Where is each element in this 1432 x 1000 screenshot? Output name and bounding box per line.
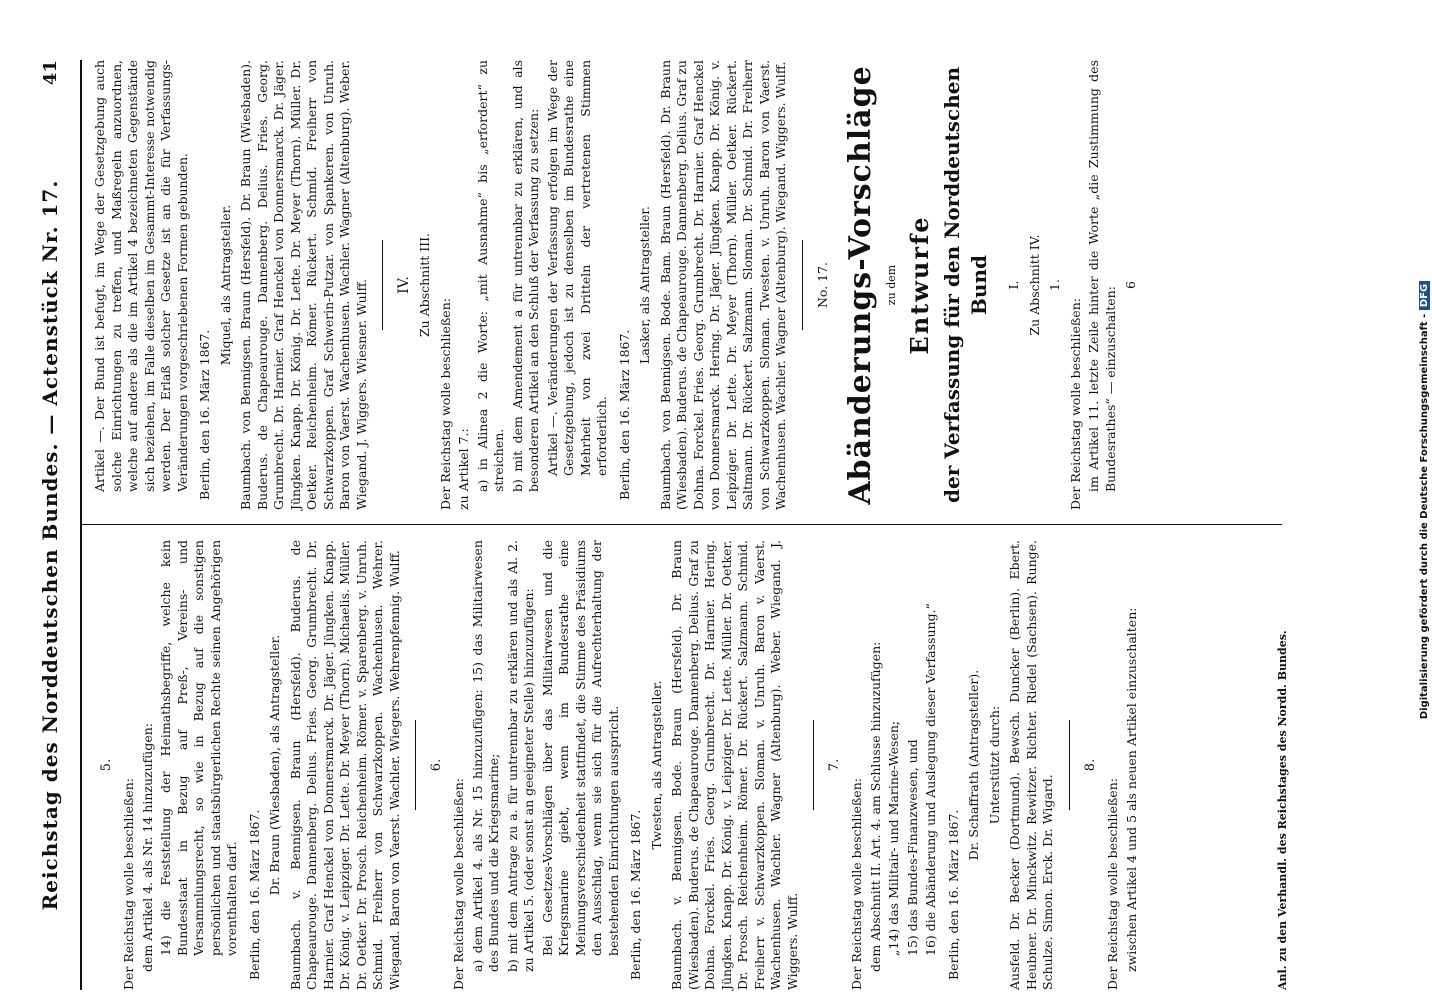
document-subtitle-2: der Verfassung für den Norddeutschen Bund bbox=[940, 67, 991, 503]
section-number-6: 6. bbox=[429, 758, 445, 772]
motion-intro: Der Reichstag wolle beschließen: bbox=[1067, 298, 1083, 510]
column-divider bbox=[82, 524, 1282, 525]
motion-text: a) in Alinea 2 die Worte: „mit Ausnahme“ bis „erfordert“ zu streichen. bbox=[474, 60, 507, 492]
left-column bbox=[90, 540, 1142, 990]
list-item: 15) das Bundes-Finanzwesen, und bbox=[904, 739, 920, 956]
separator-rule bbox=[1069, 720, 1070, 810]
motion-intro: Der Reichstag wolle beschließen: bbox=[451, 778, 467, 990]
signatures: Baumbach. von Bennigsen. Bode. Bam. Braun (Hersfeld). Dr. Braun (Wiesbaden). Buderus. de Chapeaurouge. Dannenberg. Delius. Graf zu Dohna. Forckel. Fries. Georg. Grumbrecht. Dr. Harnier. Graf Henckel von Donnersmarck. Hering. Dr. Jäger. Jüngken. Knapp. Dr. König. v. Leipziger. Dr. Lette. Dr. Meyer (Thorn). Müller. Oetker. Rückert. Saltmann. Dr. Rückert. Salzmann. Sloman. Dr. Schmid. Dr. Freiherr von Schwarzkoppen. Sloman. Twesten. v. Unruh. Baron von Vaerst. Wachenhusen. Wachler. Wagner (Altenburg). Wiegand. Wiggers. Wulff. bbox=[657, 60, 789, 510]
rotated-page bbox=[20, 60, 1390, 990]
document-subtitle: Entwurfe bbox=[904, 215, 934, 355]
separator-rule bbox=[813, 720, 814, 810]
dfg-logo: DFG bbox=[1419, 281, 1430, 310]
date-line: Berlin, den 16. März 1867. bbox=[628, 809, 644, 980]
title-connector: zu dem bbox=[885, 264, 899, 306]
motion-text: Artikel —. Der Bund ist befugt, im Wege der Gesetzgebung auch solche Einrichtungen zu treffen, und Maßregeln anzuordnen, welche auf andere als die im Artikel 4 bezeichneten Gegenstände sich beziehen, im Falle dieselben im Gesammt-Interesse notwendig werden. Der Erlaß solcher Gesetze ist an die für Verfassungs-Veränderungen vorgeschriebenen Formen gebunden. bbox=[92, 60, 190, 492]
motion-intro: Der Reichstag wolle beschließen: bbox=[437, 298, 453, 510]
section-heading: Zu Abschnitt IV. bbox=[1026, 234, 1042, 336]
credit-text: Digitalisierung gefördert durch die Deutsche Forschungsgemeinschaft - bbox=[1419, 313, 1430, 720]
proposer: Twesten, als Antragsteller. bbox=[648, 680, 664, 850]
list-item: 16) die Abänderung und Auslegung dieser Verfassung.“ bbox=[923, 603, 939, 956]
section-number-7: 7. bbox=[827, 758, 843, 772]
document-title: Abänderungs-Vorschläge bbox=[843, 65, 879, 505]
motion-text: b) mit dem Antrage zu a. für untrennbar zu erklären und als Al. 2. zu Artikel 5. (oder sonst an geeigneter Stelle) hinzuzufügen: bbox=[504, 540, 537, 972]
section-number-5: 5. bbox=[99, 758, 114, 772]
document-number: No. 17. bbox=[814, 261, 830, 309]
supported-by: Unterstützt durch: bbox=[986, 705, 1002, 825]
motion-text: Bei Gesetzes-Vorschlägen über das Militairwesen und die Kriegsmarine giebt, wenn im Bundesrathe eine Meinungsverschiedenheit stattfindet, die Stimme des Präsidiums den Ausschlag, wenn sie sich für die Aufrechterhaltung der bestehenden Einrichtungen ausspricht. bbox=[539, 540, 621, 956]
proposer: Lasker, als Antragsteller. bbox=[637, 206, 653, 364]
motion-text: zwischen Artikel 4 und 5 als neuen Artikel einzuschalten: bbox=[1123, 607, 1139, 972]
motion-text: Artikel —. Veränderungen der Verfassung erfolgen im Wege der Gesetzgebung, jedoch ist zu denselben im Bundesrathe eine Mehrheit von zwei Dritteln der vertretenen Stimmen erforderlich. bbox=[544, 60, 610, 476]
catchword: 6 bbox=[1123, 281, 1139, 289]
roman-heading: IV. bbox=[396, 276, 412, 294]
list-item: „14) das Militair- und Marine-Wesen; bbox=[886, 720, 902, 956]
page-header bbox=[20, 60, 82, 990]
running-title: Reichstag des Norddeutschen Bundes. — Actenstück Nr. 17. bbox=[38, 179, 62, 911]
motion-text: dem Artikel 4. als Nr. 14 hinzuzufügen: bbox=[139, 722, 155, 972]
roman-heading: I. bbox=[1006, 280, 1022, 290]
digitization-credit bbox=[1418, 10, 1432, 990]
right-column bbox=[90, 60, 1144, 510]
proposer: Dr. Braun (Wiesbaden), als Antragsteller. bbox=[267, 634, 283, 896]
signatures: Baumbach. von Bennigsen. Braun (Hersfeld). Dr. Braun (Wiesbaden). Buderus. de Chapeaurouge. Dannenberg. Delius. Fries. Georg. Grumbrecht. Dr. Harnier. Graf Henckel von Donnersmarck. Dr. Jäger. Jüngken. Knapp. Dr. König. Dr. Lette. Dr. Meyer (Thorn). Müller. Dr. Oetker. Reichenheim. Römer. Rückert. Schmid. Freiherr von Schwarzkoppen. Graf Schwerin-Putzar. von Spankeren. von Unruh. Baron von Vaerst. Wachenhusen. Wachler. Wagner (Altenburg). Weber. Wiegand. J. Wiggers. Wiesner. Wulff. bbox=[238, 60, 369, 510]
motion-text: dem Abschnitt II. Art. 4. am Schlusse hinzuzufügen: bbox=[867, 641, 883, 972]
separator-rule bbox=[802, 240, 803, 330]
proposer: Miquel, als Antragsteller. bbox=[217, 204, 233, 366]
signatures: Baumbach. v. Bennigsen. Bode. Braun (Hersfeld). Dr. Braun (Wiesbaden). Buderus. de Chapeaurouge. Dannenberg. Delius. Graf zu Dohna. Forckel. Fries. Georg. Grumbrecht. Dr. Harnier. Hering. Jüngken. Knapp. Dr. König. v. Leipziger. Dr. Lette. Müller. Dr. Oetker. Dr. Prosch. Reichenheim. Römer. Dr. Rückert. Salzmann. Schmid. Freiherr v. Schwarzkoppen. Sloman. v. Unruh. Baron v. Vaerst. Wachenhusen. Wachler. Wagner (Altenburg). Weber. Wiegand. J. Wiggers. Wulff. bbox=[669, 540, 800, 990]
section-number: 1. bbox=[1047, 279, 1063, 291]
date-line: Berlin, den 16. März 1867. bbox=[945, 809, 961, 980]
date-line: Berlin, den 16. März 1867. bbox=[246, 809, 262, 980]
page-number: 41 bbox=[39, 60, 61, 86]
motion-text: 14) die Feststellung der Heimathsbegriffe, welche kein Bundesstaat in Bezug auf Preß-, Vereins- und Versammlungsrecht, so wie in Bezug auf die sonstigen persönlichen und staatsbürgerlichen Rechte seinen Angehörigen vorenthalten darf. bbox=[158, 540, 240, 956]
separator-rule bbox=[382, 240, 383, 330]
date-line: Berlin, den 16. März 1867. bbox=[616, 329, 632, 500]
separator-rule bbox=[415, 720, 416, 810]
motion-text: b) mit dem Amendement a für untrennbar zu erklären, und als besonderen Artikel an den Schluß der Verfassung zu setzen: bbox=[509, 60, 542, 492]
motion-text: a) dem Artikel 4. als Nr. 15 hinzuzufügen: 15) das Militairwesen des Bundes und die Kriegsmarine; bbox=[469, 540, 502, 972]
signatures: Ausfeld. Dr. Becker (Dortmund). Bewsch. Duncker (Berlin). Ebert. Heubner. Dr. Minckwitz. Rewitzer. Richter. Riedel (Sachsen). Runge. Schulze. Simon. Erck. Dr. Wigard. bbox=[1007, 540, 1056, 990]
footnote: Anl. zu den Verhandl. des Reichstages des Nordd. Bundes. bbox=[1276, 630, 1289, 990]
motion-intro: Der Reichstag wolle beschließen: bbox=[849, 778, 865, 990]
date-line: Berlin, den 16. März 1867. bbox=[197, 329, 212, 500]
motion-text: zu Artikel 7.: bbox=[456, 428, 472, 510]
motion-intro: Der Reichstag wolle beschließen: bbox=[1105, 778, 1121, 990]
section-number-8: 8. bbox=[1082, 758, 1098, 772]
motion-text: im Artikel 11. letzte Zeile hinter die Worte „die Zustimmung des Bundesrathes“ — einzuschalten: bbox=[1086, 60, 1118, 492]
signatures: Baumbach. v. Bennigsen. Braun (Hersfeld). Buderus. de Chapeaurouge. Dannenberg. Delius. Fries. Georg. Grumbrecht. Dr. Harnier. Graf Henckel von Donnersmarck. Dr. Jäger. Jüngken. Knapp. Dr. König. v. Leipziger. Dr. Lette. Dr. Meyer (Thorn). Michaelis. Müller. Dr. Oetker. Dr. Prosch. Reichenheim. Römer. v. Sparenberg. v. Unruh. Schmid. Freiherr von Schwarzkoppen. Wachenhusen. Wehrer. Wiegand. Baron von Vaerst. Wachler. Wiegers. Wehrenpfennig. Wulff. bbox=[287, 540, 402, 990]
motion-intro: Der Reichstag wolle beschließen: bbox=[121, 778, 137, 990]
proposer: Dr. Schaffrath (Antragsteller). bbox=[966, 669, 982, 861]
section-heading: Zu Abschnitt III. bbox=[417, 232, 433, 338]
